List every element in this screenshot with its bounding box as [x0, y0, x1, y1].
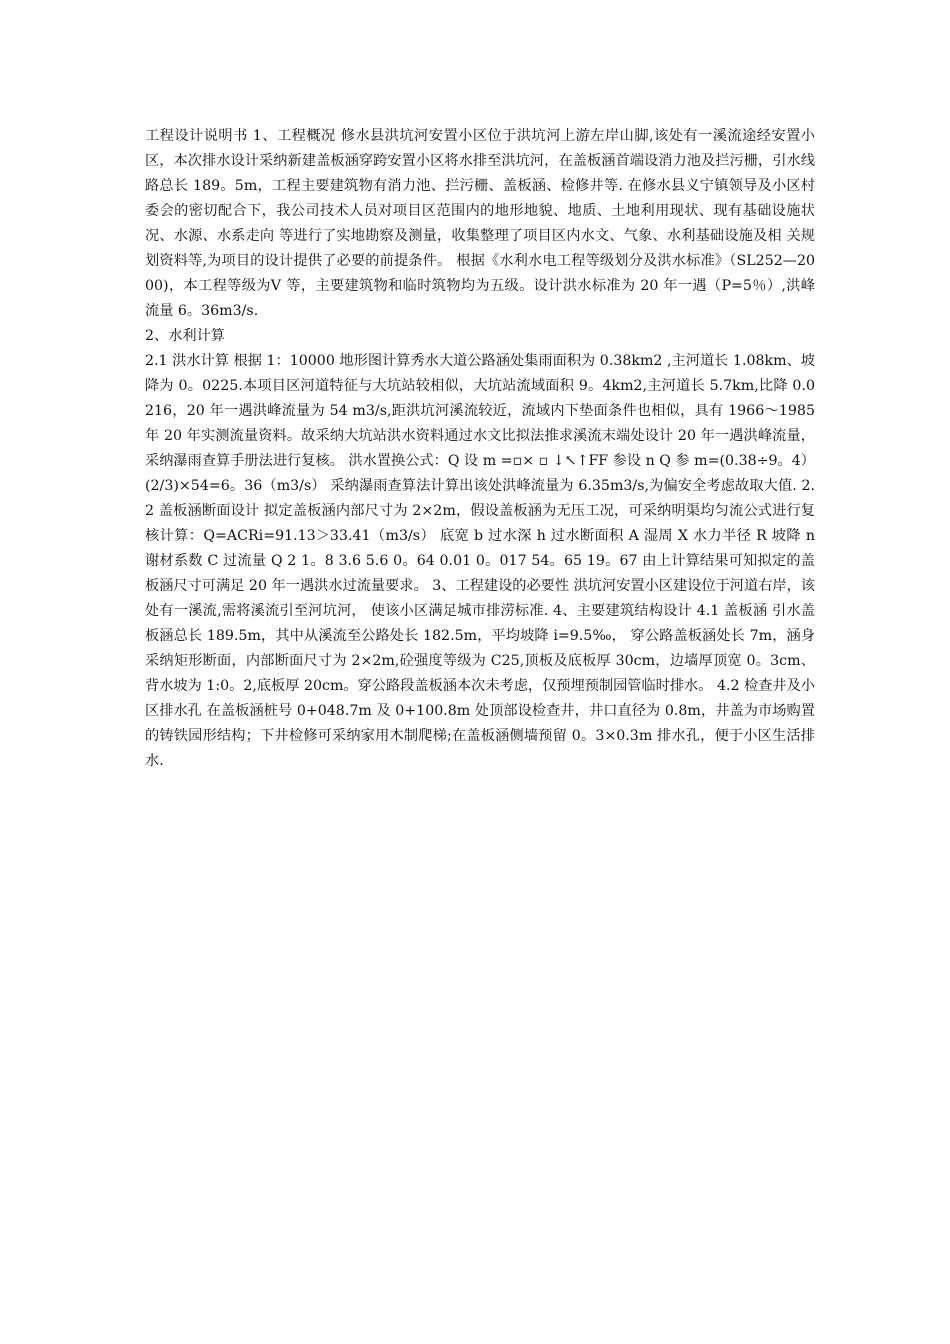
paragraph-project-overview: 工程设计说明书 1、工程概况 修水县洪坑河安置小区位于洪坑河上游左岸山脚,该处有一溪流途经安置小区，本次排水设计采纳新建盖板涵穿跨安置小区将水排至洪坑河，在盖板涵首端设消力池及拦污栅，引水线路总长 189。5m，工程主要建筑物有消力池、拦污栅、盖板涵、检修井等. 在修水县义宁镇领导及小区村委会的密切配合下，我公司技术人员对项目区范围内的地形地貌、地质、土地利用现状、现有基础设施状况、水源、水系走向 等进行了实地勘察及测量，收集整理了项目区内水文、气象、水利基础设施及相 关规划资料等,为项目的设计提供了必要的前提条件。 根据《水利水电工程等级划分及洪水标准》（SL252—2000)，本工程等级为Ⅴ 等，主要建筑物和临时筑物均为五级。设计洪水标准为 20 年一遇（P=5％）,洪峰 流量 6。36m3/s. [145, 128, 815, 319]
paragraph-flood-and-structure: 2.1 洪水计算 根据 1：10000 地形图计算秀水大道公路涵处集雨面积为 0.38km2 ,主河道长 1.08km、坡降为 0。0225.本项目区河道特征与大坑站较相似，大坑站流域面积 9。4km2,主河道长 5.7km,比降 0.0216，20 年一遇洪峰流量为 54 m3/s,距洪坑河溪流较近，流域内下垫面条件也相似，具有 1966～1985 年 20 年实测流量资料。故采纳大坑站洪水资料通过水文比拟法推求溪流末端处设计 20 年一遇洪峰流量，采纳瀑雨查算手册法进行复核。 洪水置换公式：Q 设 m =▫× ▫ ↓↖↑FF 参设 n Q 参 m=(0.38÷9。4）(2/3)×54=6。36（m3/s） 采纳瀑雨查算法计算出该处洪峰流量为 6.35m3/s,为偏安全考虑故取大值. 2.2 盖板涵断面设计 拟定盖板涵内部尺寸为 2×2m，假设盖板涵为无压工况，可采纳明渠均匀流公式进行复核计算：Q=ACRi=91.13＞33.41（m3/s） 底宽 b 过水深 h 过水断面积 A 湿周 X 水力半径 R 坡降 n 谢材系数 C 过流量 Q 2 1。8 3.6 5.6 0。64 0.01 0。017 54。65 19。67 由上计算结果可知拟定的盖板涵尺寸可满足 20 年一遇洪水过流量要求。 3、工程建设的必要性 洪坑河安置小区建设位于河道右岸，该处有一溪流,需将溪流引至河坑河， 使该小区满足城市排涝标准. 4、主要建筑结构设计 4.1 盖板涵 引水盖板涵总长 189.5m，其中从溪流至公路处长 182.5m，平均坡降 i=9.5‰， 穿公路盖板涵处长 7m，涵身采纳矩形断面，内部断面尺寸为 2×2m,砼强度等级为 C25,顶板及底板厚 30cm，边墙厚顶宽 0。3cm、背水坡为 1:0。2,底板厚 20cm。穿公路段盖板涵本次未考虑，仅预埋预制园管临时排水。 4.2 检查井及小区排水孔 在盖板涵桩号 0+048.7m 及 0+100.8m 处顶部设检查井，井口直径为 0.8m，井盖为市场购置的铸铁园形结构；下井检修可采纳家用木制爬梯;在盖板涵侧墙预留 0。3×0.3m 排水孔，便于小区生活排水. [145, 353, 815, 769]
document-body [145, 124, 815, 774]
heading-hydraulic-calculation: 2、水利计算 [145, 328, 225, 344]
